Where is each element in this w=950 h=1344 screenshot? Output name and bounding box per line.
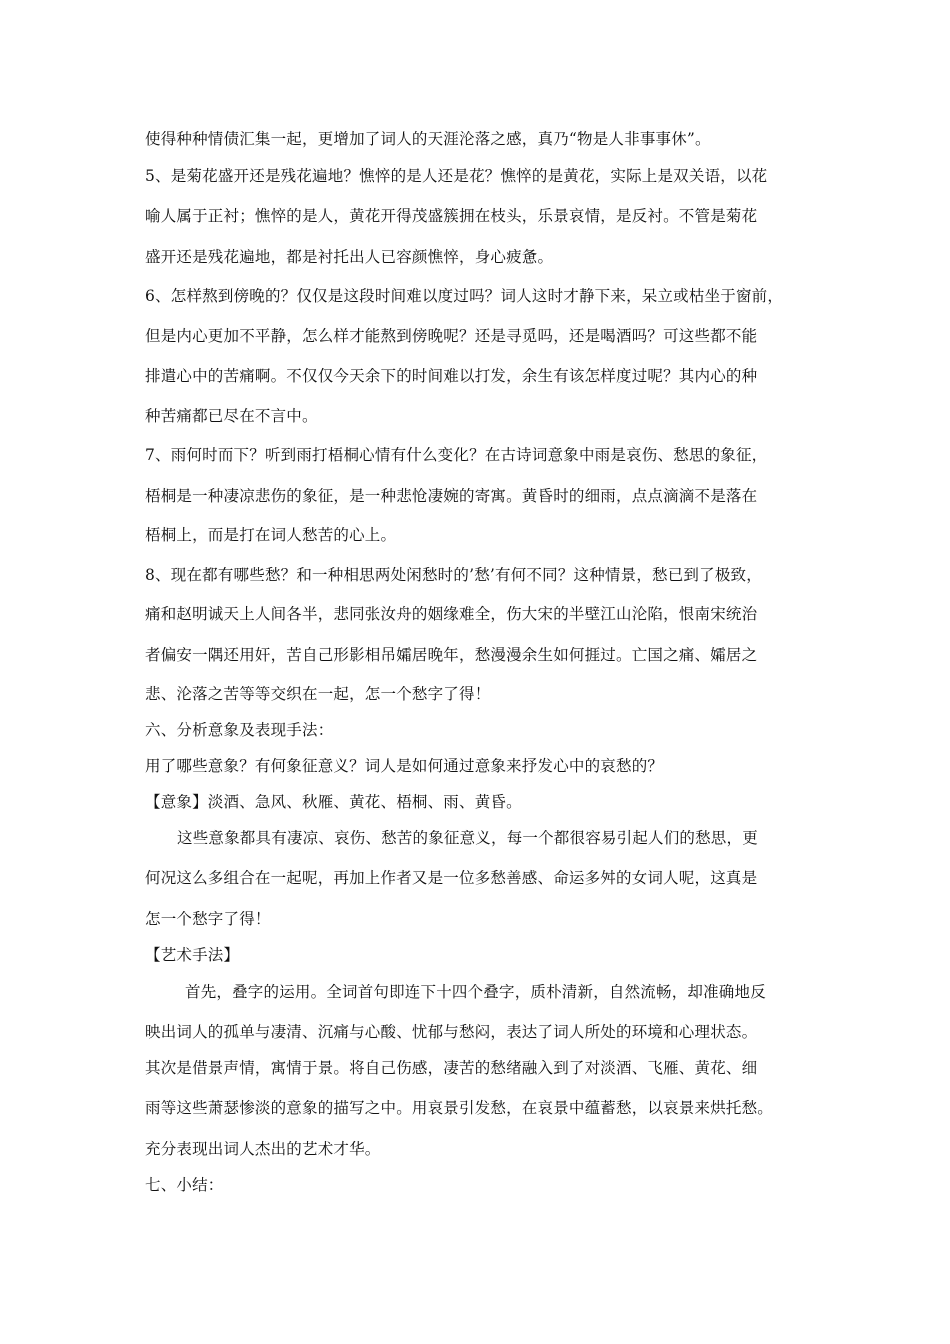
paragraph-line: 其次是借景声情，寓情于景。将自己伤感，凄苦的愁绪融入到了对淡酒、飞雁、黄花、细 <box>145 1059 758 1077</box>
paragraph-line: 梧桐是一种凄凉悲伤的象征，是一种悲怆凄婉的寄寓。黄昏时的细雨，点点滴滴不是落在 <box>145 487 758 505</box>
paragraph-line: 这些意象都具有凄凉、哀伤、愁苦的象征意义，每一个都很容易引起人们的愁思，更 <box>177 829 758 847</box>
paragraph-line: 排遣心中的苦痛啊。不仅仅今天余下的时间难以打发，余生有该怎样度过呢？其内心的种 <box>145 367 758 385</box>
section-heading: 七、小结： <box>145 1176 224 1194</box>
paragraph-line: 盛开还是残花遍地，都是衬托出人已容颜憔悴，身心疲惫。 <box>145 248 554 266</box>
paragraph-line: 8、现在都有哪些愁？和一种相思两处闲愁时的’愁’有何不同？这种情景，愁已到了极致， <box>145 566 762 584</box>
paragraph-line: 雨等这些萧瑟惨淡的意象的描写之中。用哀景引发愁，在哀景中蕴蓄愁，以哀景来烘托愁。 <box>145 1099 774 1117</box>
paragraph-line: 用了哪些意象？有何象征意义？词人是如何通过意象来抒发心中的哀愁的？ <box>145 757 664 775</box>
paragraph-line: 但是内心更加不平静，怎么样才能熬到傍晚呢？还是寻觅吗，还是喝酒吗？可这些都不能 <box>145 327 758 345</box>
paragraph-line: 【意象】淡酒、急风、秋雁、黄花、梧桐、雨、黄昏。 <box>145 793 522 811</box>
paragraph-line: 怎一个愁字了得！ <box>145 910 271 928</box>
paragraph-line: 种苦痛都已尽在不言中。 <box>145 407 318 425</box>
section-heading: 六、分析意象及表现手法： <box>145 721 334 739</box>
paragraph-line: 痛和赵明诚天上人间各半，悲同张汝舟的姻缘难全，伤大宋的半壁江山沦陷，恨南宋统治 <box>145 605 758 623</box>
subsection-heading: 【艺术手法】 <box>145 946 240 964</box>
paragraph-line: 5、是菊花盛开还是残花遍地？憔悴的是人还是花？憔悴的是黄花，实际上是双关语，以花 <box>145 167 768 185</box>
paragraph-line: 7、雨何时而下？听到雨打梧桐心情有什么变化？在古诗词意象中雨是哀伤、愁思的象征， <box>145 446 768 464</box>
paragraph-line: 悲、沦落之苦等等交织在一起，怎一个愁字了得！ <box>145 685 491 703</box>
paragraph-line: 映出词人的孤单与凄清、沉痛与心酸、忧郁与愁闷，表达了词人所处的环境和心理状态。 <box>145 1023 758 1041</box>
paragraph-line: 喻人属于正衬；憔悴的是人，黄花开得茂盛簇拥在枝头，乐景哀情，是反衬。不管是菊花 <box>145 207 758 225</box>
paragraph-line: 何况这么多组合在一起呢，再加上作者又是一位多愁善感、命运多舛的女词人呢，这真是 <box>145 869 758 887</box>
paragraph-line: 使得种种情债汇集一起，更增加了词人的天涯沦落之感，真乃“物是人非事事休”。 <box>145 130 711 148</box>
paragraph-line: 6、怎样熬到傍晚的？仅仅是这段时间难以度过吗？词人这时才静下来，呆立或枯坐于窗前， <box>145 287 784 305</box>
paragraph-line: 梧桐上，而是打在词人愁苦的心上。 <box>145 526 397 544</box>
paragraph-line: 者偏安一隅还用奸，苦自己形影相吊孀居晚年，愁漫漫余生如何捱过。亡国之痛、孀居之 <box>145 646 758 664</box>
paragraph-line: 首先，叠字的运用。全词首句即连下十四个叠字，质朴清新，自然流畅，却准确地反 <box>185 983 766 1001</box>
paragraph-line: 充分表现出词人杰出的艺术才华。 <box>145 1140 381 1158</box>
